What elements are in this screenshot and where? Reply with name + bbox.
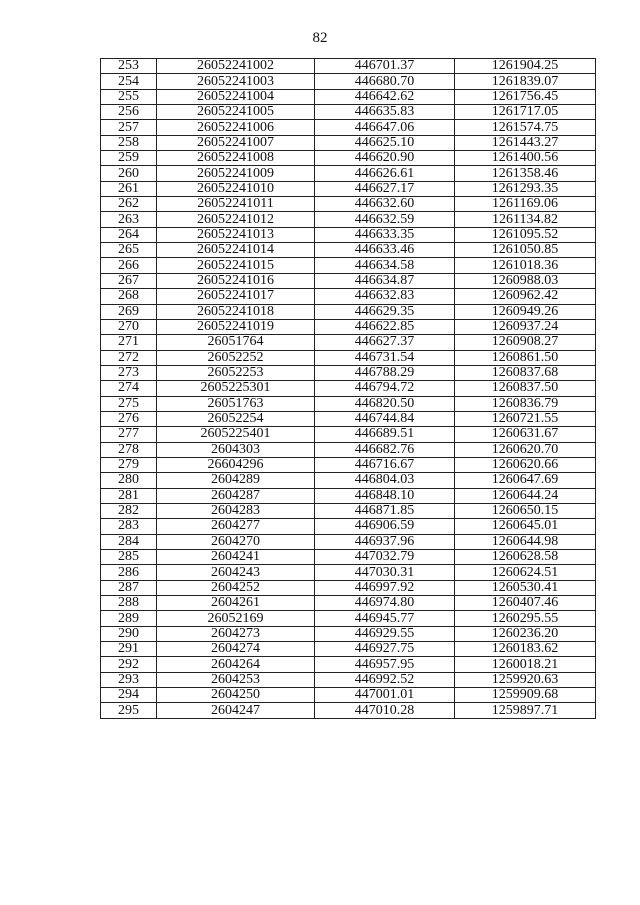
table-row bbox=[101, 396, 596, 411]
table-row bbox=[101, 565, 596, 580]
x-coordinate-cell: 446632.60 bbox=[315, 197, 455, 212]
y-coordinate-cell: 1260837.50 bbox=[455, 381, 596, 396]
point-id-cell: 26052241002 bbox=[157, 59, 315, 74]
table-row bbox=[101, 335, 596, 350]
table-row bbox=[101, 457, 596, 472]
point-id-cell: 2605225301 bbox=[157, 381, 315, 396]
x-coordinate-cell: 446731.54 bbox=[315, 350, 455, 365]
y-coordinate-cell: 1259920.63 bbox=[455, 672, 596, 687]
point-id-cell: 26052241014 bbox=[157, 243, 315, 258]
table-row bbox=[101, 703, 596, 718]
point-number-cell: 260 bbox=[101, 166, 157, 181]
x-coordinate-cell: 446629.35 bbox=[315, 304, 455, 319]
y-coordinate-cell: 1260937.24 bbox=[455, 319, 596, 334]
x-coordinate-cell: 446716.67 bbox=[315, 457, 455, 472]
x-coordinate-cell: 446680.70 bbox=[315, 74, 455, 89]
point-id-cell: 2604247 bbox=[157, 703, 315, 718]
point-id-cell: 2604243 bbox=[157, 565, 315, 580]
x-coordinate-cell: 447030.31 bbox=[315, 565, 455, 580]
y-coordinate-cell: 1260530.41 bbox=[455, 580, 596, 595]
x-coordinate-cell: 446689.51 bbox=[315, 427, 455, 442]
table-row bbox=[101, 488, 596, 503]
table-row bbox=[101, 580, 596, 595]
point-number-cell: 294 bbox=[101, 688, 157, 703]
point-number-cell: 271 bbox=[101, 335, 157, 350]
x-coordinate-cell: 446992.52 bbox=[315, 672, 455, 687]
table-row bbox=[101, 688, 596, 703]
table-row bbox=[101, 611, 596, 626]
table-row bbox=[101, 503, 596, 518]
table-row bbox=[101, 473, 596, 488]
y-coordinate-cell: 1260295.55 bbox=[455, 611, 596, 626]
point-number-cell: 267 bbox=[101, 273, 157, 288]
point-id-cell: 26051763 bbox=[157, 396, 315, 411]
point-id-cell: 26052252 bbox=[157, 350, 315, 365]
table-row bbox=[101, 289, 596, 304]
x-coordinate-cell: 446620.90 bbox=[315, 151, 455, 166]
point-id-cell: 26604296 bbox=[157, 457, 315, 472]
point-number-cell: 289 bbox=[101, 611, 157, 626]
point-number-cell: 261 bbox=[101, 181, 157, 196]
point-id-cell: 2604253 bbox=[157, 672, 315, 687]
y-coordinate-cell: 1260836.79 bbox=[455, 396, 596, 411]
y-coordinate-cell: 1260988.03 bbox=[455, 273, 596, 288]
point-id-cell: 2604283 bbox=[157, 503, 315, 518]
x-coordinate-cell: 446627.37 bbox=[315, 335, 455, 350]
x-coordinate-cell: 446634.87 bbox=[315, 273, 455, 288]
coordinates-table bbox=[100, 58, 596, 719]
point-number-cell: 290 bbox=[101, 626, 157, 641]
y-coordinate-cell: 1261574.75 bbox=[455, 120, 596, 135]
point-id-cell: 2604287 bbox=[157, 488, 315, 503]
table-row bbox=[101, 212, 596, 227]
table-row bbox=[101, 166, 596, 181]
point-number-cell: 278 bbox=[101, 442, 157, 457]
y-coordinate-cell: 1260908.27 bbox=[455, 335, 596, 350]
y-coordinate-cell: 1261169.06 bbox=[455, 197, 596, 212]
table-row bbox=[101, 197, 596, 212]
y-coordinate-cell: 1260620.70 bbox=[455, 442, 596, 457]
y-coordinate-cell: 1260644.24 bbox=[455, 488, 596, 503]
x-coordinate-cell: 446929.55 bbox=[315, 626, 455, 641]
point-id-cell: 2605225401 bbox=[157, 427, 315, 442]
table-row bbox=[101, 243, 596, 258]
table-row bbox=[101, 365, 596, 380]
table-row bbox=[101, 519, 596, 534]
x-coordinate-cell: 446647.06 bbox=[315, 120, 455, 135]
y-coordinate-cell: 1260620.66 bbox=[455, 457, 596, 472]
y-coordinate-cell: 1261400.56 bbox=[455, 151, 596, 166]
point-id-cell: 26052253 bbox=[157, 365, 315, 380]
point-id-cell: 2604241 bbox=[157, 550, 315, 565]
point-number-cell: 279 bbox=[101, 457, 157, 472]
table-row bbox=[101, 350, 596, 365]
y-coordinate-cell: 1261904.25 bbox=[455, 59, 596, 74]
point-number-cell: 274 bbox=[101, 381, 157, 396]
table-row bbox=[101, 120, 596, 135]
table-row bbox=[101, 550, 596, 565]
table-row bbox=[101, 642, 596, 657]
x-coordinate-cell: 446632.83 bbox=[315, 289, 455, 304]
point-number-cell: 257 bbox=[101, 120, 157, 135]
x-coordinate-cell: 446957.95 bbox=[315, 657, 455, 672]
point-number-cell: 258 bbox=[101, 135, 157, 150]
y-coordinate-cell: 1261756.45 bbox=[455, 89, 596, 104]
y-coordinate-cell: 1261358.46 bbox=[455, 166, 596, 181]
point-id-cell: 2604270 bbox=[157, 534, 315, 549]
point-id-cell: 26052241018 bbox=[157, 304, 315, 319]
point-number-cell: 280 bbox=[101, 473, 157, 488]
point-number-cell: 264 bbox=[101, 227, 157, 242]
point-number-cell: 259 bbox=[101, 151, 157, 166]
table-row bbox=[101, 411, 596, 426]
point-number-cell: 276 bbox=[101, 411, 157, 426]
x-coordinate-cell: 446642.62 bbox=[315, 89, 455, 104]
table-row bbox=[101, 59, 596, 74]
point-id-cell: 2604289 bbox=[157, 473, 315, 488]
x-coordinate-cell: 446848.10 bbox=[315, 488, 455, 503]
point-id-cell: 2604250 bbox=[157, 688, 315, 703]
point-id-cell: 26052241011 bbox=[157, 197, 315, 212]
y-coordinate-cell: 1260650.15 bbox=[455, 503, 596, 518]
y-coordinate-cell: 1261443.27 bbox=[455, 135, 596, 150]
point-id-cell: 26052241010 bbox=[157, 181, 315, 196]
x-coordinate-cell: 446701.37 bbox=[315, 59, 455, 74]
point-id-cell: 26052241007 bbox=[157, 135, 315, 150]
x-coordinate-cell: 446997.92 bbox=[315, 580, 455, 595]
point-id-cell: 26052241013 bbox=[157, 227, 315, 242]
point-id-cell: 2604303 bbox=[157, 442, 315, 457]
point-number-cell: 283 bbox=[101, 519, 157, 534]
point-number-cell: 282 bbox=[101, 503, 157, 518]
table-row bbox=[101, 657, 596, 672]
x-coordinate-cell: 446906.59 bbox=[315, 519, 455, 534]
table-row bbox=[101, 258, 596, 273]
point-id-cell: 2604264 bbox=[157, 657, 315, 672]
point-id-cell: 2604274 bbox=[157, 642, 315, 657]
point-number-cell: 262 bbox=[101, 197, 157, 212]
x-coordinate-cell: 446627.17 bbox=[315, 181, 455, 196]
point-id-cell: 26052241016 bbox=[157, 273, 315, 288]
point-id-cell: 26052241003 bbox=[157, 74, 315, 89]
point-number-cell: 269 bbox=[101, 304, 157, 319]
x-coordinate-cell: 446794.72 bbox=[315, 381, 455, 396]
point-number-cell: 263 bbox=[101, 212, 157, 227]
point-number-cell: 275 bbox=[101, 396, 157, 411]
point-id-cell: 26052241019 bbox=[157, 319, 315, 334]
y-coordinate-cell: 1260018.21 bbox=[455, 657, 596, 672]
x-coordinate-cell: 446927.75 bbox=[315, 642, 455, 657]
table-row bbox=[101, 89, 596, 104]
table-row bbox=[101, 151, 596, 166]
x-coordinate-cell: 447010.28 bbox=[315, 703, 455, 718]
table-row bbox=[101, 181, 596, 196]
x-coordinate-cell: 446626.61 bbox=[315, 166, 455, 181]
point-number-cell: 270 bbox=[101, 319, 157, 334]
x-coordinate-cell: 446788.29 bbox=[315, 365, 455, 380]
table-row bbox=[101, 381, 596, 396]
x-coordinate-cell: 447001.01 bbox=[315, 688, 455, 703]
table-row bbox=[101, 427, 596, 442]
table-row bbox=[101, 626, 596, 641]
y-coordinate-cell: 1261839.07 bbox=[455, 74, 596, 89]
y-coordinate-cell: 1259909.68 bbox=[455, 688, 596, 703]
y-coordinate-cell: 1260407.46 bbox=[455, 596, 596, 611]
point-id-cell: 26052241009 bbox=[157, 166, 315, 181]
coordinates-table-body bbox=[101, 59, 596, 719]
table-row bbox=[101, 534, 596, 549]
point-id-cell: 26052254 bbox=[157, 411, 315, 426]
x-coordinate-cell: 446974.80 bbox=[315, 596, 455, 611]
point-number-cell: 266 bbox=[101, 258, 157, 273]
y-coordinate-cell: 1260236.20 bbox=[455, 626, 596, 641]
point-id-cell: 26052241008 bbox=[157, 151, 315, 166]
point-number-cell: 286 bbox=[101, 565, 157, 580]
point-number-cell: 254 bbox=[101, 74, 157, 89]
point-number-cell: 255 bbox=[101, 89, 157, 104]
point-number-cell: 292 bbox=[101, 657, 157, 672]
page-number: 82 bbox=[312, 30, 328, 46]
point-id-cell: 26052241004 bbox=[157, 89, 315, 104]
point-id-cell: 2604252 bbox=[157, 580, 315, 595]
point-id-cell: 26052241005 bbox=[157, 105, 315, 120]
x-coordinate-cell: 446634.58 bbox=[315, 258, 455, 273]
point-id-cell: 2604261 bbox=[157, 596, 315, 611]
x-coordinate-cell: 446937.96 bbox=[315, 534, 455, 549]
x-coordinate-cell: 446633.35 bbox=[315, 227, 455, 242]
point-id-cell: 26052169 bbox=[157, 611, 315, 626]
table-row bbox=[101, 105, 596, 120]
x-coordinate-cell: 446635.83 bbox=[315, 105, 455, 120]
point-id-cell: 26052241012 bbox=[157, 212, 315, 227]
x-coordinate-cell: 446804.03 bbox=[315, 473, 455, 488]
point-id-cell: 26051764 bbox=[157, 335, 315, 350]
x-coordinate-cell: 446871.85 bbox=[315, 503, 455, 518]
point-id-cell: 2604277 bbox=[157, 519, 315, 534]
x-coordinate-cell: 447032.79 bbox=[315, 550, 455, 565]
y-coordinate-cell: 1261018.36 bbox=[455, 258, 596, 273]
y-coordinate-cell: 1260721.55 bbox=[455, 411, 596, 426]
y-coordinate-cell: 1260628.58 bbox=[455, 550, 596, 565]
point-number-cell: 288 bbox=[101, 596, 157, 611]
y-coordinate-cell: 1260962.42 bbox=[455, 289, 596, 304]
table-row bbox=[101, 74, 596, 89]
point-number-cell: 273 bbox=[101, 365, 157, 380]
point-number-cell: 285 bbox=[101, 550, 157, 565]
point-number-cell: 277 bbox=[101, 427, 157, 442]
x-coordinate-cell: 446625.10 bbox=[315, 135, 455, 150]
point-number-cell: 265 bbox=[101, 243, 157, 258]
table-row bbox=[101, 304, 596, 319]
point-number-cell: 284 bbox=[101, 534, 157, 549]
point-number-cell: 253 bbox=[101, 59, 157, 74]
y-coordinate-cell: 1260645.01 bbox=[455, 519, 596, 534]
x-coordinate-cell: 446682.76 bbox=[315, 442, 455, 457]
point-number-cell: 293 bbox=[101, 672, 157, 687]
y-coordinate-cell: 1259897.71 bbox=[455, 703, 596, 718]
point-number-cell: 272 bbox=[101, 350, 157, 365]
point-id-cell: 26052241015 bbox=[157, 258, 315, 273]
y-coordinate-cell: 1260837.68 bbox=[455, 365, 596, 380]
y-coordinate-cell: 1261293.35 bbox=[455, 181, 596, 196]
x-coordinate-cell: 446622.85 bbox=[315, 319, 455, 334]
point-number-cell: 256 bbox=[101, 105, 157, 120]
x-coordinate-cell: 446633.46 bbox=[315, 243, 455, 258]
table-row bbox=[101, 672, 596, 687]
table-row bbox=[101, 319, 596, 334]
y-coordinate-cell: 1261134.82 bbox=[455, 212, 596, 227]
y-coordinate-cell: 1261050.85 bbox=[455, 243, 596, 258]
point-number-cell: 295 bbox=[101, 703, 157, 718]
y-coordinate-cell: 1261095.52 bbox=[455, 227, 596, 242]
y-coordinate-cell: 1260861.50 bbox=[455, 350, 596, 365]
x-coordinate-cell: 446945.77 bbox=[315, 611, 455, 626]
y-coordinate-cell: 1260183.62 bbox=[455, 642, 596, 657]
y-coordinate-cell: 1261717.05 bbox=[455, 105, 596, 120]
table-row bbox=[101, 596, 596, 611]
point-id-cell: 26052241006 bbox=[157, 120, 315, 135]
x-coordinate-cell: 446632.59 bbox=[315, 212, 455, 227]
y-coordinate-cell: 1260647.69 bbox=[455, 473, 596, 488]
table-row bbox=[101, 273, 596, 288]
table-row bbox=[101, 442, 596, 457]
y-coordinate-cell: 1260631.67 bbox=[455, 427, 596, 442]
point-number-cell: 287 bbox=[101, 580, 157, 595]
y-coordinate-cell: 1260624.51 bbox=[455, 565, 596, 580]
point-number-cell: 281 bbox=[101, 488, 157, 503]
point-number-cell: 268 bbox=[101, 289, 157, 304]
x-coordinate-cell: 446820.50 bbox=[315, 396, 455, 411]
table-row bbox=[101, 227, 596, 242]
y-coordinate-cell: 1260644.98 bbox=[455, 534, 596, 549]
table-row bbox=[101, 135, 596, 150]
point-number-cell: 291 bbox=[101, 642, 157, 657]
point-id-cell: 2604273 bbox=[157, 626, 315, 641]
point-id-cell: 26052241017 bbox=[157, 289, 315, 304]
y-coordinate-cell: 1260949.26 bbox=[455, 304, 596, 319]
x-coordinate-cell: 446744.84 bbox=[315, 411, 455, 426]
